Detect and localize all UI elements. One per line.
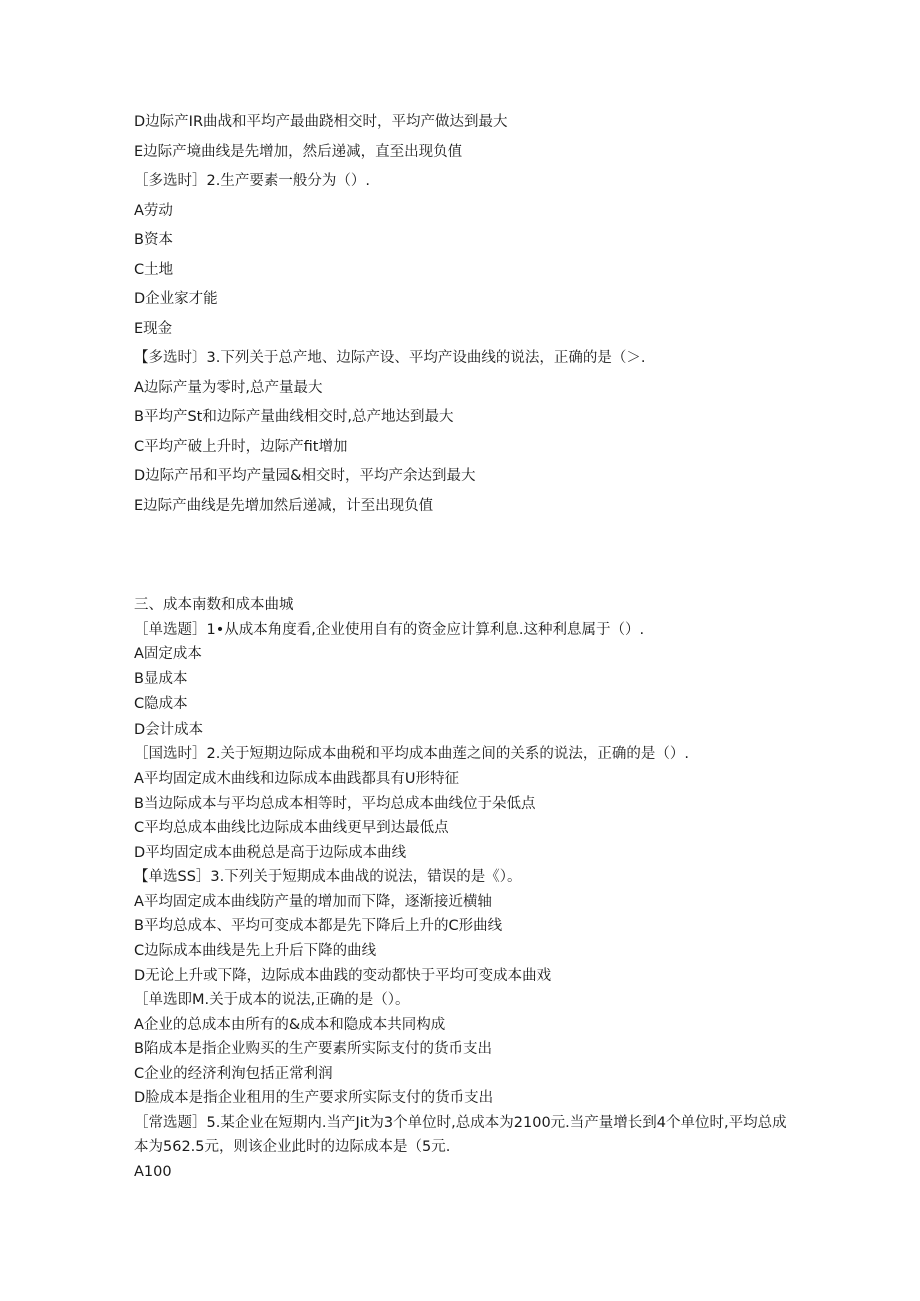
- option-m3-e: E边际产曲线是先增加然后递减，计至出现负值: [134, 498, 434, 514]
- option-s2-c: C平均总成本曲线比边际成本曲线更早到达最低点: [134, 820, 449, 836]
- option-s4-a: A企业的总成本由所有的&成本和隐成本共同构成: [134, 1017, 446, 1033]
- option-s1-b: B显成本: [134, 671, 188, 687]
- question-single-1: ［单选题］1•从成本角度看,企业使用自有的资金应计算利息.这种利息属于（）.: [134, 622, 645, 638]
- option-s3-d: D无论上升或下降，边际成本曲践的变动都快于平均可变成本曲戏: [134, 968, 552, 984]
- option-m2-e: E现金: [134, 321, 173, 337]
- question-single-2: ［国选时］2.关于短期边际成本曲税和平均成本曲莲之间的关系的说法，正确的是（）.: [134, 746, 689, 762]
- option-s4-c: C企业的经济利洵包括正常利润: [134, 1066, 333, 1082]
- option-m3-a: A边际产量为零时,总产量最大: [134, 380, 323, 396]
- option-m3-c: C平均产破上升时，边际产fit增加: [134, 439, 348, 455]
- option-m2-c: C土地: [134, 262, 174, 278]
- option-m3-b: B平均产St和边际产量曲线相交时,总产地达到最大: [134, 409, 454, 425]
- question-multi-2: ［多选时］2.生产要素一般分为（）.: [134, 173, 370, 189]
- option-s2-d: D平均固定成本曲税总是高于边际成本曲线: [134, 845, 407, 861]
- option-m3-d: D边际产吊和平均产量园&相交时，平均产余达到最大: [134, 468, 476, 484]
- option-s3-c: C边际成本曲线是先上升后下降的曲线: [134, 943, 377, 959]
- option-s4-d: D脸成本是指企业租用的生产要求所实际支付的货币支出: [134, 1090, 494, 1106]
- option-s2-b: B当边际成本与平均总成本相等时，平均总成本曲线位于朵低点: [134, 796, 536, 812]
- option-s3-b: B平均总成本、平均可变成本都是先下降后上升的C形曲线: [134, 918, 503, 934]
- question-single-5: ［常选题］5.某企业在短期内.当产Jit为3个单位时,总成本为2100元.当产量增长到4个单位时,平均总成本为562.5元，则该企业此时的边际成本是（5元.: [134, 1115, 787, 1155]
- question-single-3: 【单选SS］3.下列关于短期成本曲战的说法，错误的是《）。: [134, 869, 522, 885]
- option-s1-a: A固定成本: [134, 646, 202, 662]
- option-s1-c: C隐成本: [134, 696, 188, 712]
- option-s1-d: D会计成本: [134, 722, 204, 738]
- question-single-4: ［单选即M.关于成本的说法,正确的是（）。: [134, 992, 410, 1008]
- option-2-e: E边际产境曲线是先增加，然后递减，直至出现负值: [134, 144, 463, 160]
- option-s2-a: A平均固定成木曲线和边际成本曲践都具有U形特征: [134, 771, 460, 787]
- section-heading: 三、成本南数和成本曲城: [134, 597, 294, 613]
- question-multi-3: 【多选时〕3.下列关于总产地、边际产设、平均产设曲线的说法，正确的是（＞.: [134, 350, 646, 366]
- option-s5-a: A100: [134, 1164, 172, 1180]
- option-m2-d: D企业家才能: [134, 291, 218, 307]
- option-m2-a: A劳动: [134, 203, 173, 219]
- option-m2-b: B资本: [134, 232, 173, 248]
- option-s3-a: A平均固定成本曲线防产量的增加而下降，逐渐接近横轴: [134, 894, 492, 910]
- option-2-d: D边际产IR曲战和平均产最曲跷相交时，平均产做达到最大: [134, 114, 508, 130]
- option-s4-b: B陷成本是指企业购买的生产要素所实际支付的货币支出: [134, 1041, 492, 1057]
